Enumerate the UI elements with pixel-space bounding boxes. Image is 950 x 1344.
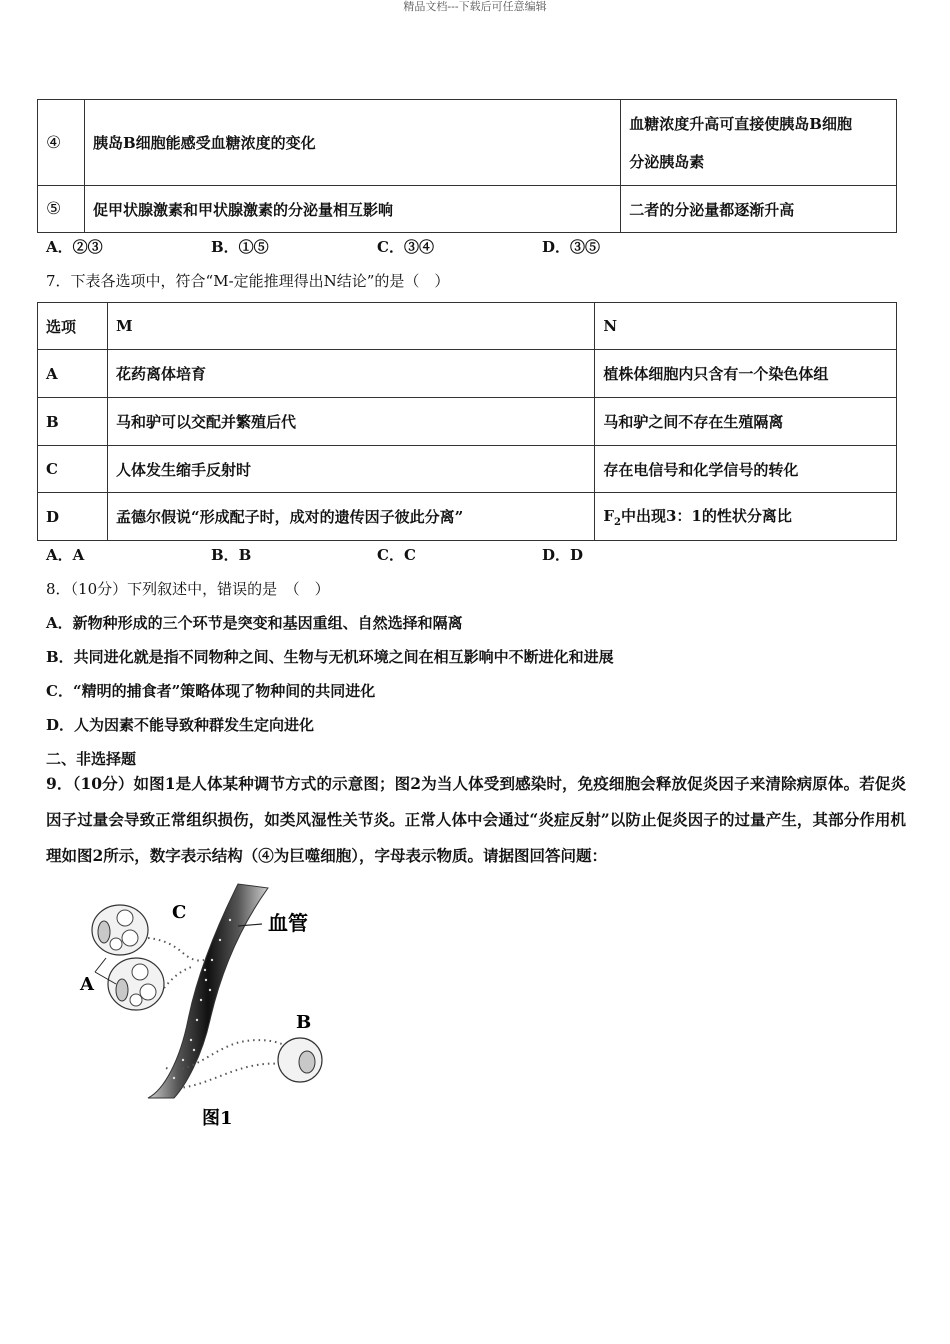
cell-m: 马和驴可以交配并繁殖后代 [107, 398, 594, 446]
cell-n [595, 493, 897, 541]
q8-option-c: C．“精明的捕食者”策略体现了物种间的共同进化 [46, 682, 376, 700]
q8-stem: 8．（10分）下列叙述中，错误的是 （ ） [46, 580, 330, 598]
figure-1 [70, 880, 340, 1130]
cell-n [621, 100, 897, 186]
option-a: A．A [46, 546, 85, 564]
cell-n-line2: 分泌胰岛素 [629, 152, 705, 171]
cell-n: 二者的分泌量都逐渐升高 [621, 186, 897, 233]
table-row [38, 493, 897, 541]
option-d: D．③⑤ [542, 238, 601, 256]
q8-option-a: A．新物种形成的三个环节是突变和基因重组、自然选择和隔离 [46, 614, 463, 632]
cell-option: C [38, 446, 108, 493]
cell-option: D [38, 493, 108, 541]
q6-options [46, 236, 906, 256]
cell-a-lower [108, 958, 164, 1010]
row-number: ⑤ [38, 186, 85, 233]
cell-m: 花药离体培育 [107, 350, 594, 398]
cell-n-line1: 血糖浓度升高可直接使胰岛B细胞 [629, 114, 852, 133]
header-m: M [107, 303, 594, 350]
option-c: C．C [377, 546, 416, 564]
option-b: B．①⑤ [211, 238, 269, 256]
cell-a-upper [92, 905, 148, 955]
header-n: N [595, 303, 897, 350]
cell-n: 植株体细胞内只含有一个染色体组 [595, 350, 897, 398]
label-vessel: 血管 [268, 911, 308, 935]
table-header-row [38, 303, 897, 350]
table-row [38, 100, 897, 186]
figure-1-drawing [70, 880, 340, 1130]
q6-table [37, 99, 897, 233]
option-a: A．②③ [46, 238, 103, 256]
n-text: 中出现3：1的性状分离比 [620, 507, 792, 525]
q8-option-b: B．共同进化就是指不同物种之间、生物与无机环境之间在相互影响中不断进化和进展 [46, 648, 614, 666]
q7-options [46, 544, 906, 564]
section-heading: 二、非选择题 [46, 750, 137, 768]
cell-n: 存在电信号和化学信号的转化 [595, 446, 897, 493]
cell-b [278, 1038, 322, 1082]
cell-n: 马和驴之间不存在生殖隔离 [595, 398, 897, 446]
cell-m: 促甲状腺激素和甲状腺激素的分泌量相互影响 [84, 186, 620, 233]
cell-m: 孟德尔假说“形成配子时，成对的遗传因子彼此分离” [107, 493, 594, 541]
cell-m: 胰岛B细胞能感受血糖浓度的变化 [84, 100, 620, 186]
option-c: C．③④ [377, 238, 434, 256]
q8-option-d: D．人为因素不能导致种群发生定向进化 [46, 716, 315, 734]
option-d: D．D [542, 546, 584, 564]
header-option: 选项 [38, 303, 108, 350]
table-row [38, 398, 897, 446]
label-a: A [80, 974, 94, 995]
page-header: 精品文档---下载后可任意编辑 [403, 0, 547, 13]
option-b: B．B [211, 546, 252, 564]
q7-table [37, 302, 897, 541]
q9-text: 9．（10分）如图1是人体某种调节方式的示意图；图2为当人体受到感染时，免疫细胞会释放促炎因子来清除病原体。若促炎因子过量会导致正常组织损伤，如类风湿性关节炎。正常人体中会通过“炎症反射”以防止促炎因子的过量产生，其部分作用机理如图2所示，数字表示结构（④为巨噬细胞），字母表示物质。请据图回答问题： [46, 774, 906, 865]
cell-option: A [38, 350, 108, 398]
blood-vessel [148, 884, 268, 1098]
label-c: C [172, 902, 187, 923]
figure-caption: 图1 [202, 1108, 233, 1129]
q7-stem: 7．下表各选项中，符合“M-定能推理得出N结论”的是（ ） [46, 272, 450, 290]
table-row [38, 350, 897, 398]
table-row [38, 446, 897, 493]
cell-m: 人体发生缩手反射时 [107, 446, 594, 493]
table-row [38, 186, 897, 233]
f2-letter: F [603, 507, 614, 525]
row-number: ④ [38, 100, 85, 186]
cell-option: B [38, 398, 108, 446]
f2-subscript: 2 [614, 517, 621, 528]
label-b: B [296, 1012, 312, 1033]
